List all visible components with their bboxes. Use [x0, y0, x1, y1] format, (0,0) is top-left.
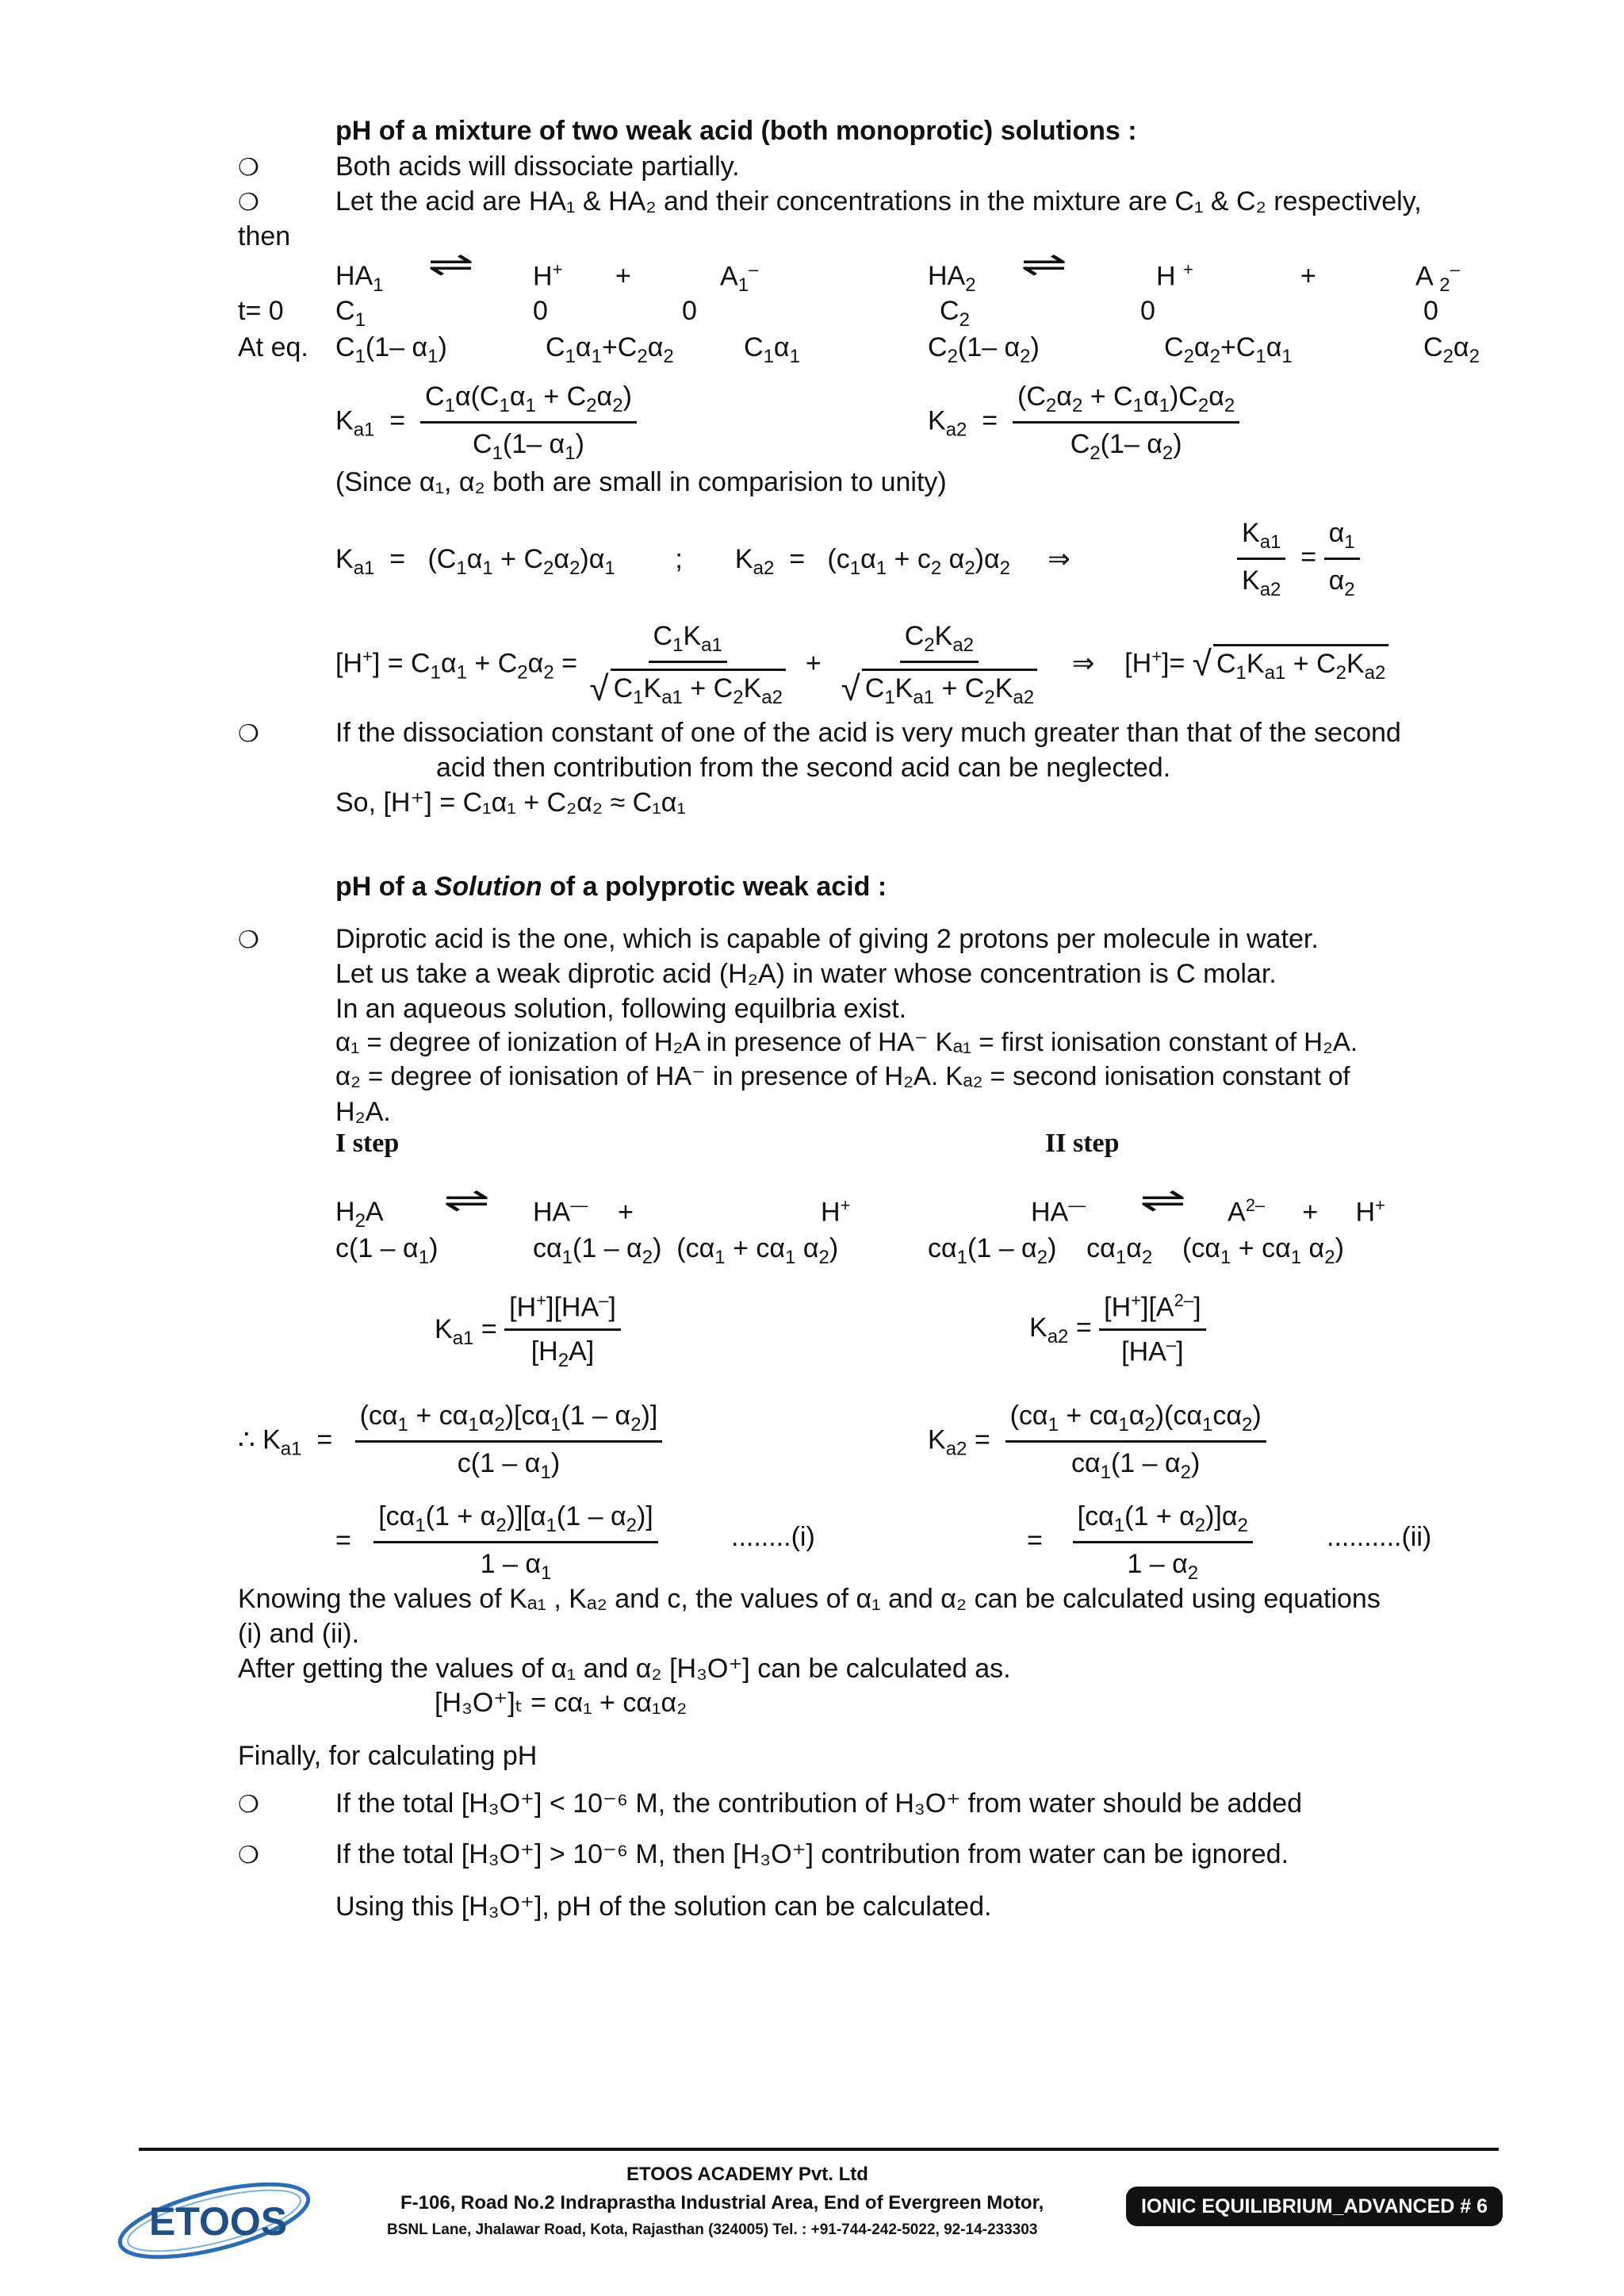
- etoos-logo: [111, 2177, 325, 2264]
- equation: $C_2(1-$ $\alpha_2$): [928, 332, 1040, 367]
- equation: $K_{a2}$ = $\frac{(C_2\alpha_2 + C_1\alpha_1)C_2\alpha_2}{C_2(1- \alpha_2)}$: [928, 379, 1239, 466]
- equation: $H_2A$: [335, 1197, 384, 1232]
- equilibrium-arrow-icon: ⇌: [442, 1181, 490, 1220]
- bullet-icon: ❍: [238, 1792, 259, 1818]
- equation: $K_{a1}$ = $\frac{[H^+][HA^-]}{[H_2A]}$: [435, 1290, 621, 1373]
- equation: $C_1\alpha_1$: [744, 332, 800, 367]
- paragraph: If the dissociation constant of one of the acid is very much greater than that of the second: [335, 718, 1401, 748]
- equation: +: [615, 261, 631, 291]
- section-heading: pH of a mixture of two weak acid (both monoprotic) solutions :: [335, 116, 1137, 146]
- logo-text: ETOOS: [149, 2199, 288, 2244]
- equation: $C_2\alpha_2+C_1\alpha_1$: [1164, 332, 1293, 367]
- equation: $C_1(1-$ $\alpha_1$): [335, 332, 447, 367]
- equation: 0: [533, 296, 548, 326]
- paragraph: If the total [H₃O⁺] > 10⁻⁶ M, then [H₃O⁺] contribution from water can be ignored.: [335, 1839, 1289, 1869]
- paragraph: α₁ = degree of ionization of H₂A in presence of HA⁻ Kₐ₁ = first ionisation constant of H₂A.: [335, 1027, 1358, 1056]
- footer-divider: [139, 2148, 1499, 2151]
- footer-address-line2: BSNL Lane, Jhalawar Road, Kota, Rajasthan (324005) Tel. : +91-744-242-5022, 92-14-233303: [387, 2221, 1038, 2238]
- equation: H+: [821, 1195, 851, 1228]
- paragraph: then: [238, 221, 291, 251]
- bullet-icon: ❍: [238, 190, 259, 216]
- equation: ∴ $K_{a1}$ = $\frac{(c\alpha_1 + c\alpha_1\alpha_2)[c\alpha_1(1 - \alpha_2)]}{c(1 - \alpha_1)}$: [238, 1398, 662, 1485]
- equation: 0: [1423, 296, 1438, 326]
- equilibrium-arrow-icon: ⇌: [1139, 1181, 1186, 1220]
- equation: 0: [682, 296, 697, 326]
- paragraph: Diprotic acid is the one, which is capable of giving 2 protons per molecule in water.: [335, 924, 1319, 954]
- equation: $c\alpha_1(1 - \alpha_2) (c\alpha_1 + c\alpha_1$ $\alpha_2$): [533, 1233, 839, 1268]
- paragraph: Using this [H₃O⁺], pH of the solution can be calculated.: [335, 1892, 992, 1922]
- equation: $A_1^-$: [720, 259, 759, 297]
- equation: $C_2$: [940, 296, 970, 331]
- bullet-icon: ❍: [238, 721, 259, 747]
- row-label: At eq.: [238, 332, 308, 362]
- equation-number: ........(i): [731, 1522, 815, 1552]
- paragraph: Finally, for calculating pH: [238, 1741, 538, 1771]
- equation: $HA_2$: [928, 261, 976, 296]
- equation: H +: [1156, 259, 1193, 292]
- footer-company: ETOOS ACADEMY Pvt. Ltd: [626, 2164, 868, 2185]
- equation-number: ..........(ii): [1327, 1522, 1432, 1552]
- equation: $A^{2-}$ + H+: [1228, 1195, 1385, 1228]
- equation: $K_{a1} = (C_1\alpha_1 + C_2\alpha_2)\alpha_1$ ; $K_{a2} = (c_1\alpha_1 + c_2$ $\alpha_2)\alpha_2$ ⇒: [335, 544, 1071, 579]
- equilibrium-arrow-icon: ⇌: [427, 245, 474, 284]
- paragraph: H₂A.: [335, 1097, 391, 1127]
- bullet-icon: ❍: [238, 927, 259, 953]
- equation: $K_{a2}$ = $\frac{[H^+][A^{2-}]}{[HA^-]}$: [1029, 1290, 1206, 1369]
- equation: $c\alpha_1(1 - \alpha_2)$ $c\alpha_1\alpha_2$ ($c\alpha_1 + c\alpha_1$ $\alpha_2$): [928, 1233, 1344, 1268]
- bullet-icon: ❍: [238, 1842, 259, 1869]
- paragraph: (Since α₁, α₂ both are small in comparision to unity): [335, 467, 947, 497]
- equation: $c(1 - \alpha_1)$: [335, 1233, 439, 1268]
- equation: = $\frac{[c\alpha_1(1 + \alpha_2)][\alpha_1(1 - \alpha_2)]}{1 - \alpha_1}$: [335, 1499, 658, 1585]
- equation: [H₃O⁺]ₜ = cα₁ + cα₁α₂: [435, 1688, 688, 1718]
- paragraph: acid then contribution from the second acid can be neglected.: [436, 753, 1171, 783]
- equation: 0: [1140, 296, 1155, 326]
- equation: $\frac{K_{a1}}{K_{a2}}$ = $\frac{\alpha_1}{\alpha_2}$: [1237, 516, 1360, 602]
- paragraph: Both acids will dissociate partially.: [335, 151, 740, 182]
- equation: $K_{a2}$ = $\frac{(c\alpha_1 + c\alpha_1\alpha_2)(c\alpha_1c\alpha_2)}{c\alpha_1(1 - \alpha_2)}$: [928, 1398, 1266, 1485]
- equation: $C_2\alpha_2$: [1423, 332, 1480, 367]
- equation: $[H^+] = C_1\alpha_1 + C_2\alpha_2$ = $\frac{C_1K_{a1}}{√ C_1K_{a1} + C_2K_{a2}}$ + $\frac{C_2K_{a2}}{√ C_1K_{a1} + C_2K_{a2}}$ ⇒ [H+]= √ $C_1K_{a1} + C_2K_{a2}$: [335, 619, 1388, 711]
- step-label: I step: [335, 1129, 400, 1158]
- equation: +: [1300, 261, 1316, 291]
- section-heading: pH of a Solution of a polyprotic weak acid :: [335, 872, 887, 902]
- equation: $C_1$: [335, 296, 366, 331]
- equation: HA— +: [533, 1195, 634, 1228]
- row-label: t= 0: [238, 296, 284, 326]
- equation: $C_1\alpha_1+C_2\alpha_2$: [546, 332, 674, 367]
- paragraph: α₂ = degree of ionisation of HA⁻ in presence of H₂A. Kₐ₂ = second ionisation constant of: [335, 1061, 1350, 1091]
- paragraph: Let the acid are HA₁ & HA₂ and their concentrations in the mixture are C₁ & C₂ respectively,: [335, 186, 1422, 217]
- paragraph: Knowing the values of Kₐ₁ , Kₐ₂ and c, the values of α₁ and α₂ can be calculated using equations: [238, 1584, 1381, 1614]
- paragraph: After getting the values of α₁ and α₂ [H₃O⁺] can be calculated as.: [238, 1654, 1011, 1684]
- equation: $K_{a1}$ = $\frac{C_1\alpha(C_1\alpha_1 + C_2\alpha_2)}{C_1(1- \alpha_1)}$: [335, 379, 637, 466]
- paragraph: Let us take a weak diprotic acid (H₂A) in water whose concentration is C molar.: [335, 959, 1277, 989]
- equation: HA—: [1031, 1195, 1086, 1228]
- paragraph: (i) and (ii).: [238, 1619, 360, 1649]
- bullet-icon: ❍: [238, 155, 259, 181]
- paragraph: In an aqueous solution, following equilbria exist.: [335, 994, 907, 1024]
- paragraph: If the total [H₃O⁺] < 10⁻⁶ M, the contribution of H₃O⁺ from water should be added: [335, 1788, 1303, 1819]
- step-label: II step: [1045, 1129, 1120, 1158]
- equation: A $_2$–: [1415, 259, 1460, 297]
- equation: H+: [533, 259, 563, 292]
- page-tag: IONIC EQUILIBRIUM_ADVANCED # 6: [1126, 2187, 1503, 2226]
- equilibrium-arrow-icon: ⇌: [1020, 245, 1067, 284]
- equation: = $\frac{[c\alpha_1(1 + \alpha_2)]\alpha_2}{1 - \alpha_2}$: [1027, 1499, 1253, 1585]
- equation: $HA_1$: [335, 261, 384, 296]
- paragraph: So, [H⁺] = C₁α₁ + C₂α₂ ≈ C₁α₁: [335, 788, 686, 818]
- footer-address-line1: F-106, Road No.2 Indraprastha Industrial Area, End of Evergreen Motor,: [400, 2192, 1044, 2214]
